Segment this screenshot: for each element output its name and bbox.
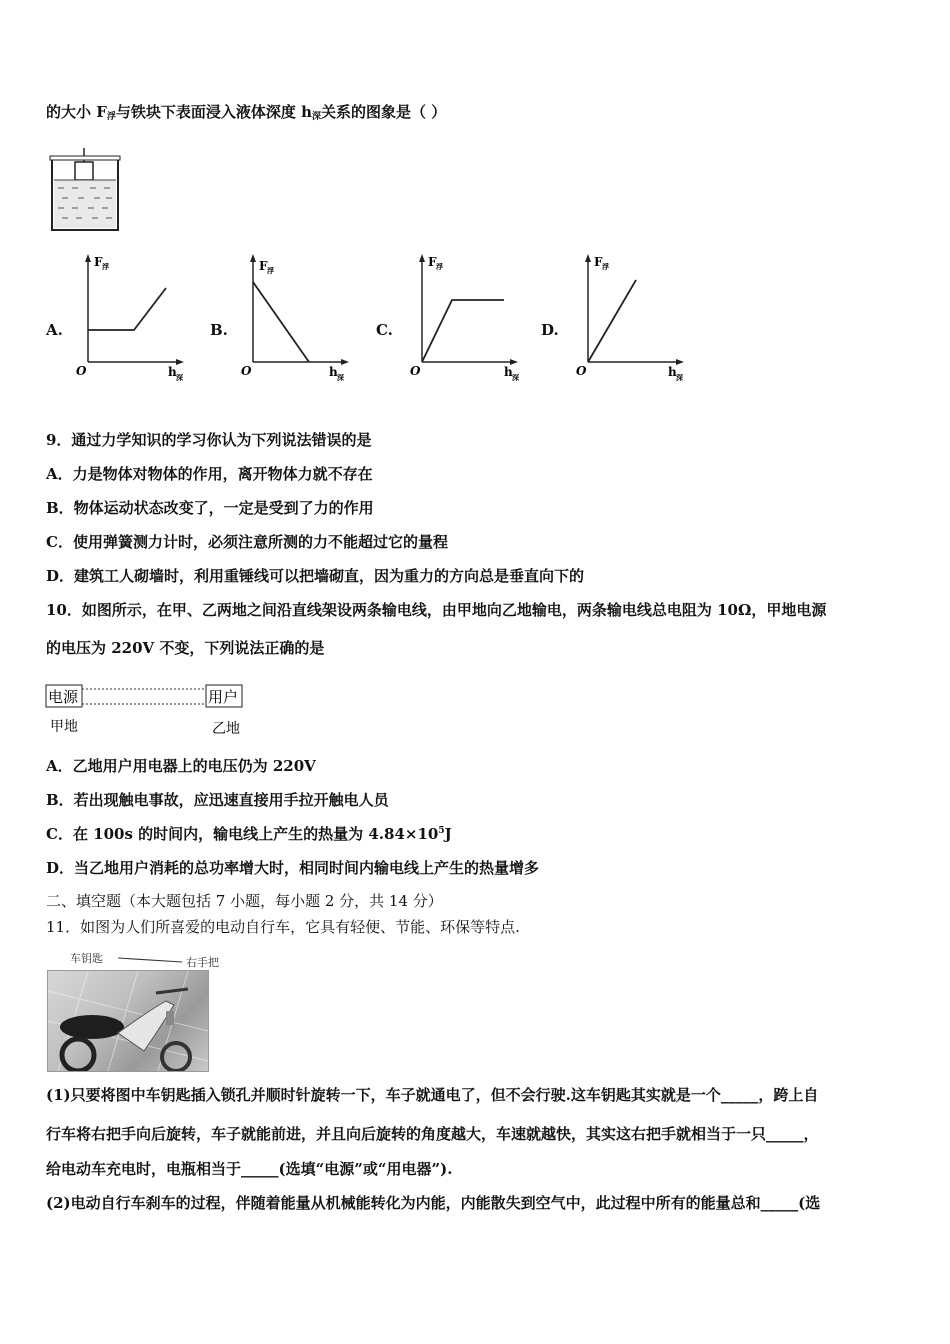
graph-b <box>237 250 357 385</box>
q11-part2-line1: (2)电动自行车刹车的过程，伴随着能量从机械能转化为内能，内能散失到空气中，此过程中所有的能量总和_____(选 <box>46 1194 821 1212</box>
q10-option-a: A．乙地用户用电器上的电压仍为 220V <box>46 757 316 775</box>
origin-label: O <box>76 364 87 378</box>
x-axis-label: h <box>329 365 338 379</box>
sub-float: 浮 <box>106 112 116 122</box>
origin-label: O <box>410 364 421 378</box>
option-d-label: D. <box>541 321 559 339</box>
place-b-label: 乙地 <box>212 721 240 737</box>
q9-option-d: D．建筑工人砌墙时，利用重锤线可以把墙砌直，因为重力的方向总是垂直向下的 <box>46 567 585 585</box>
bike-illustration <box>48 971 208 1071</box>
y-axis-label: F <box>594 255 603 269</box>
q9-option-b: B．物体运动状态改变了，一定是受到了力的作用 <box>46 499 374 517</box>
q9-option-c: C．使用弹簧测力计时，必须注意所测的力不能超过它的量程 <box>46 533 448 551</box>
section-title: 二、填空题（本大题包括 7 小题，每小题 2 分，共 14 分） <box>46 892 443 910</box>
q11-part1-line2: 行车将右把手向后旋转，车子就能前进，并且向后旋转的角度越大，车速就越快，其实这右把手就相当于一只_____， <box>46 1125 819 1143</box>
svg-text:浮: 浮 <box>602 262 609 271</box>
graph-d <box>572 250 692 385</box>
q10-stem-line1: 10．如图所示，在甲、乙两地之间沿直线架设两条输电线，由甲地向乙地输电，两条输电线总电阻为 10Ω，甲地电源 <box>46 601 827 619</box>
svg-text:深: 深 <box>676 373 683 382</box>
x-axis-label: h <box>168 365 177 379</box>
q11-part1-line1: (1)只要将图中车钥匙插入锁孔并顺时针旋转一下，车子就通电了，但不会行驶.这车钥匙其实就是一个_____，跨上自 <box>46 1086 819 1104</box>
svg-text:浮: 浮 <box>267 266 274 275</box>
electric-bike-photo <box>47 970 209 1072</box>
q9-option-a: A．力是物体对物体的作用，离开物体力就不存在 <box>46 465 373 483</box>
q10-option-d: D．当乙地用户消耗的总功率增大时，相同时间内输电线上产生的热量增多 <box>46 859 540 877</box>
q11-part1-line3: 给电动车充电时，电瓶相当于_____(选填“电源”或“用电器”). <box>46 1160 453 1178</box>
y-axis-label: F <box>428 255 437 269</box>
q10-stem-line2: 的电压为 220V 不变，下列说法正确的是 <box>46 639 325 657</box>
q10-option-c: C．在 100s 的时间内，输电线上产生的热量为 $4.84\times 10^5J$ <box>46 825 452 843</box>
q8-stem: 的大小 $F_浮$与铁块下表面浸入液体深度 $h_深$关系的图象是（ ） <box>46 103 447 122</box>
svg-text:浮: 浮 <box>102 262 109 271</box>
y-axis-label: F <box>94 255 103 269</box>
beaker-figure <box>46 148 126 238</box>
user-box-label: 用户 <box>208 688 239 706</box>
q11-stem: 11．如图为人们所喜爱的电动自行车，它具有轻便、节能、环保等特点. <box>46 918 520 936</box>
x-axis-label: h <box>668 365 677 379</box>
svg-text:深: 深 <box>337 373 344 382</box>
option-b-label: B. <box>210 321 228 339</box>
y-axis-label: F <box>259 259 268 273</box>
q10-option-b: B．若出现触电事故，应迅速直接用手拉开触电人员 <box>46 791 389 809</box>
origin-label: O <box>576 364 587 378</box>
option-a-label: A. <box>46 321 63 339</box>
svg-text:深: 深 <box>176 373 183 382</box>
graph-c <box>406 250 526 385</box>
handle-label: 右手把 <box>186 956 219 969</box>
svg-text:浮: 浮 <box>436 262 443 271</box>
exponent: 5 <box>438 826 445 836</box>
power-line-diagram <box>44 677 254 739</box>
source-box-label: 电源 <box>48 688 79 706</box>
svg-text:深: 深 <box>512 373 519 382</box>
x-axis-label: h <box>504 365 513 379</box>
key-label: 车钥匙 <box>70 952 103 965</box>
graph-a <box>72 250 192 385</box>
origin-label: O <box>241 364 252 378</box>
q9-stem: 9．通过力学知识的学习你认为下列说法错误的是 <box>46 431 372 449</box>
option-c-label: C. <box>376 321 393 339</box>
place-a-label: 甲地 <box>50 719 78 735</box>
sub-deep: 深 <box>312 112 322 122</box>
